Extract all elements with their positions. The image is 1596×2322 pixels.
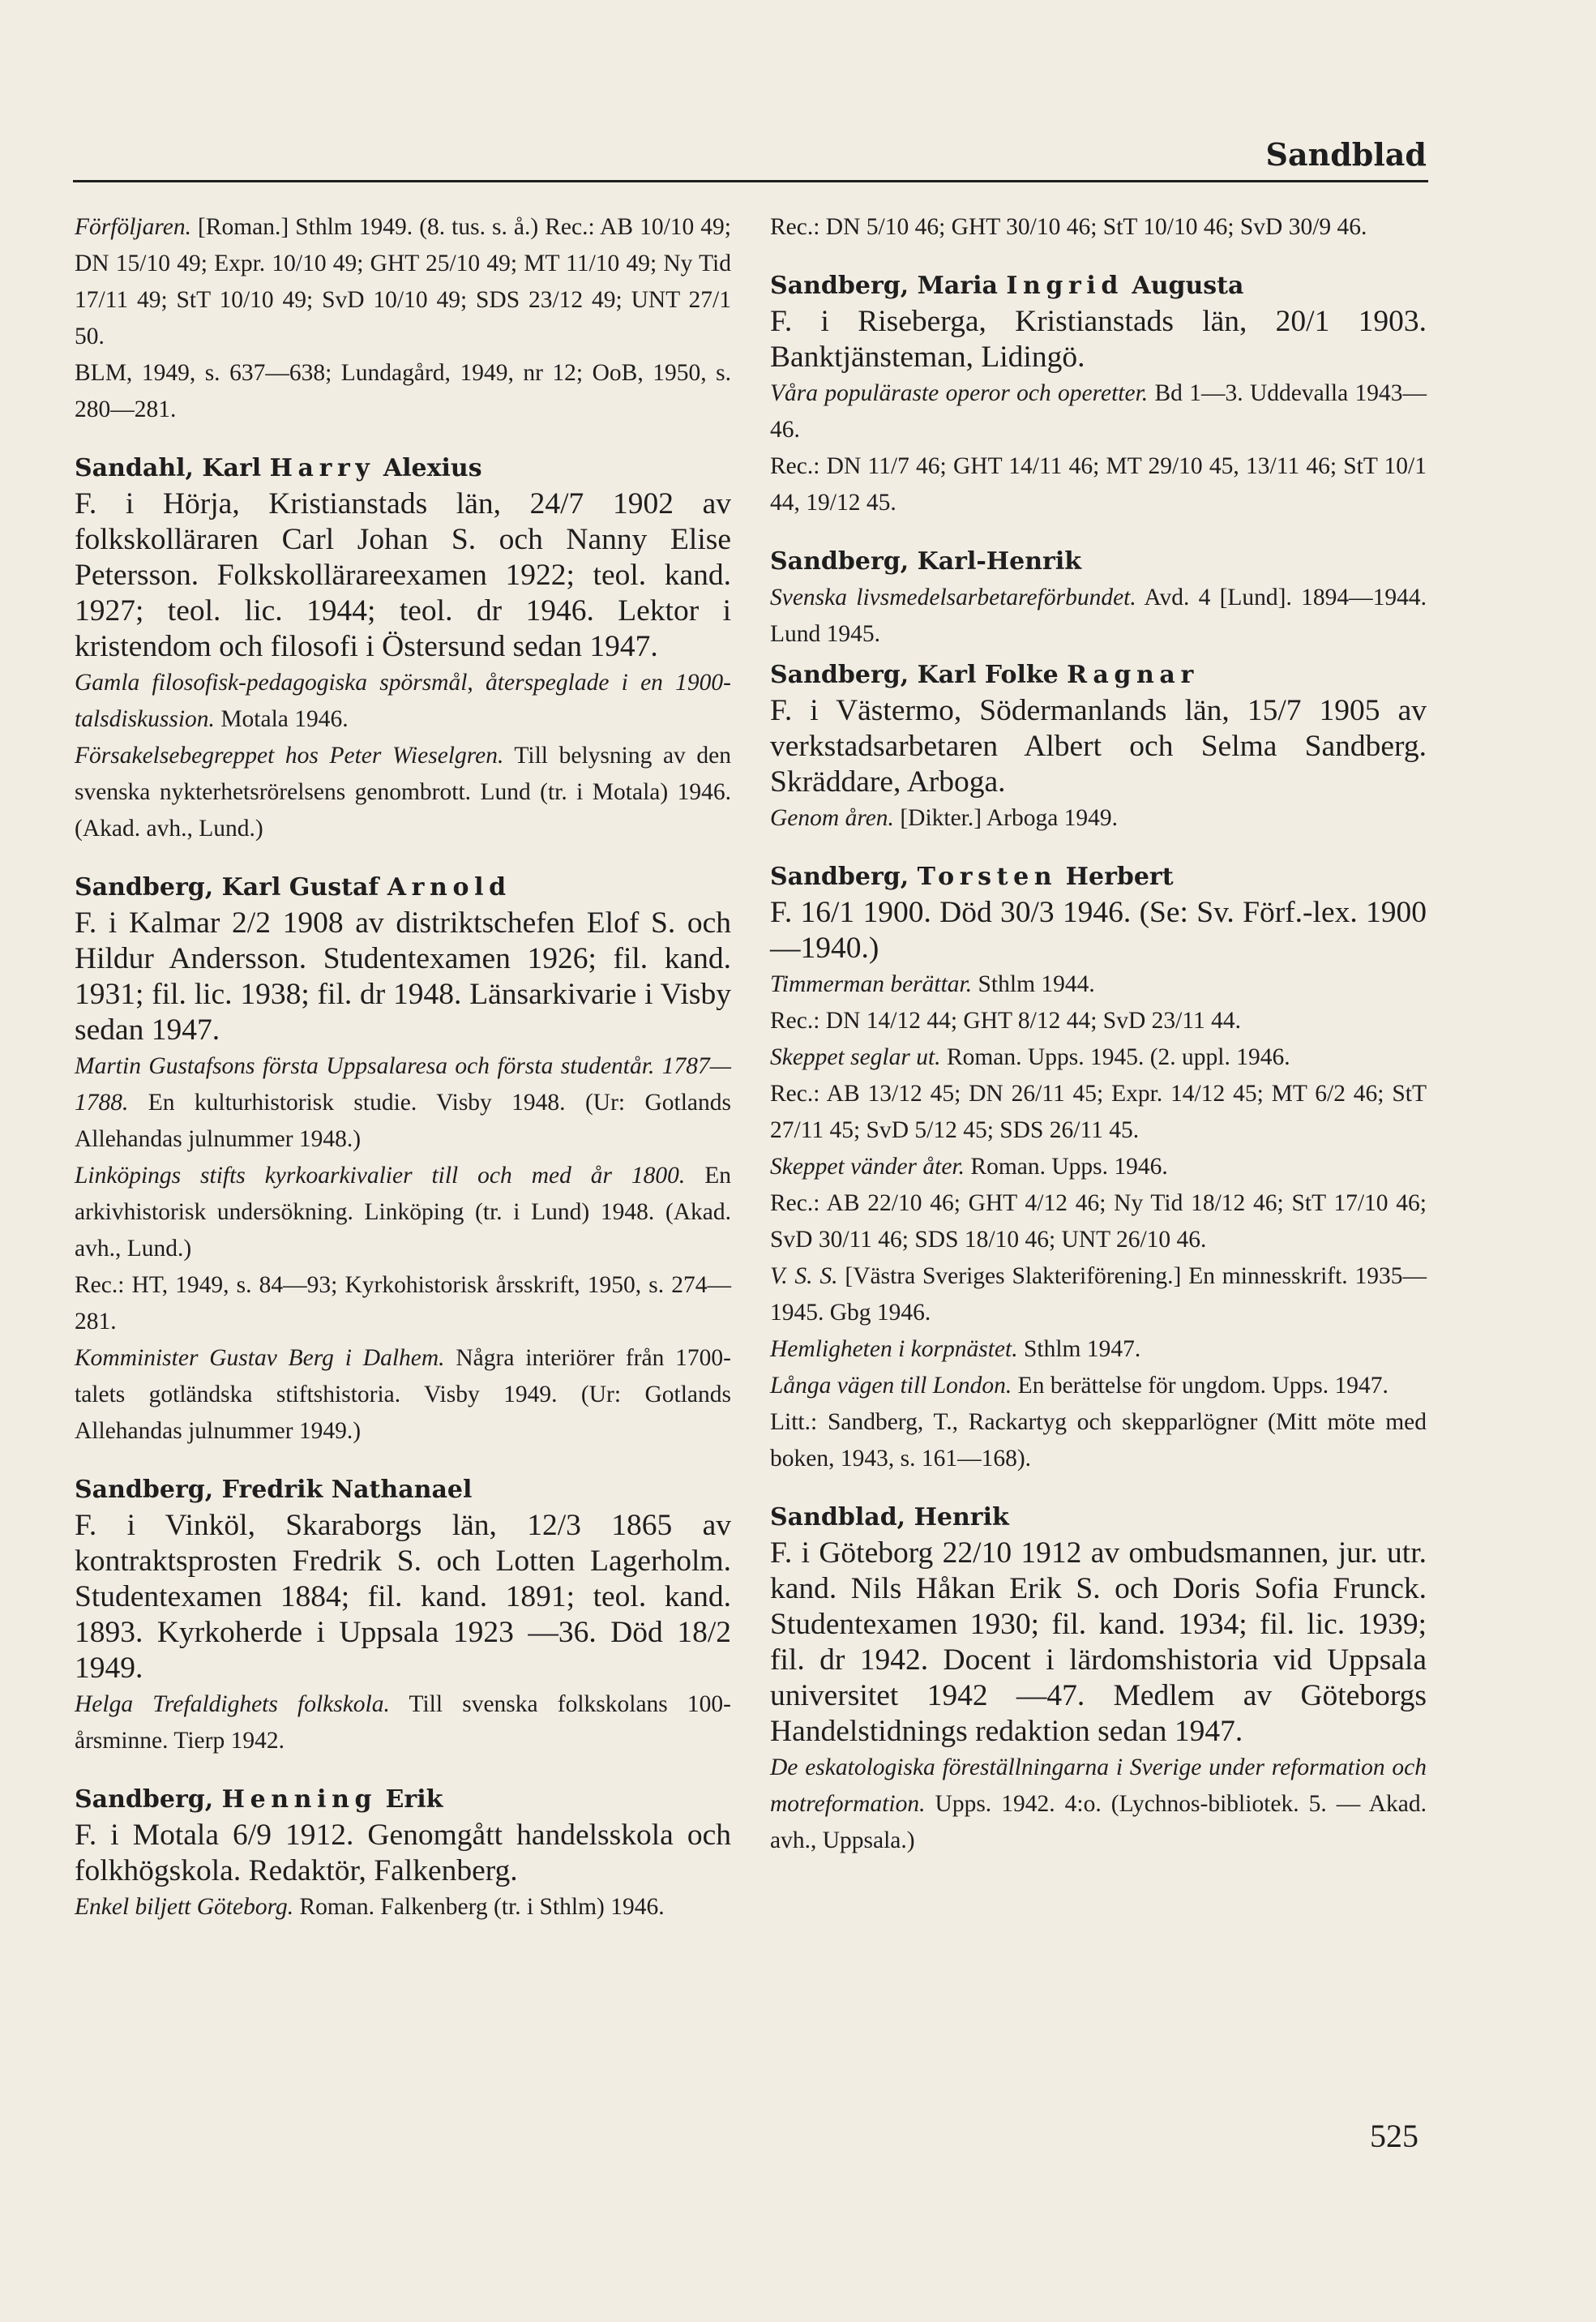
entry (75, 1472, 731, 1759)
work-entry (770, 1404, 1427, 1477)
work-entry (770, 1003, 1427, 1039)
entry (770, 658, 1427, 837)
work-text: En berättelse för ungdom. Upps. 1947. (1012, 1373, 1388, 1399)
author-name-part: Sandblad, Henrik (770, 1503, 1009, 1532)
entry (770, 544, 1427, 653)
work-entry (75, 665, 731, 738)
work-text: Roman. Upps. 1946. (965, 1154, 1168, 1180)
work-entry (770, 1368, 1427, 1404)
work-entry (770, 1149, 1427, 1185)
work-text: En kulturhistorisk studie. Visby 1948. (Ur: Gotlands Allehandas julnummer 1948.) (75, 1090, 731, 1152)
work-text: Roman. Falkenberg (tr. i Sthlm) 1946. (293, 1894, 665, 1920)
author-name (770, 859, 1427, 895)
entry (75, 870, 731, 1450)
work-title: Komminister Gustav Berg i Dalhem. (75, 1345, 445, 1371)
author-name (770, 658, 1427, 693)
author-bio: F. i Kalmar 2/2 1908 av distriktschefen Elof S. och Hildur Andersson. Studentexamen 1926; fil. kand. 1931; fil. lic. 1938; fil. dr 1948. Länsarkivarie i Visby sedan 1947. (75, 906, 731, 1047)
author-name (770, 268, 1427, 304)
author-bio: F. i Motala 6/9 1912. Genomgått handelsskola och folkhögskola. Redaktör, Falkenberg. (75, 1819, 731, 1887)
header-rule (73, 180, 1428, 182)
entry (770, 268, 1427, 521)
work-text: Rec.: HT, 1949, s. 84—93; Kyrkohistorisk årsskrift, 1950, s. 274—281. (75, 1272, 731, 1335)
entry (770, 1500, 1427, 1859)
author-bio: F. i Hörja, Kristianstads län, 24/7 1902 av folkskolläraren Carl Johan S. och Nanny Elise Petersson. Folkskollärareexamen 1922; teol. kand. 1927; teol. lic. 1944; teol. dr 1946. Lektor i kristendom och filosofi i Östersund sedan 1947. (75, 487, 731, 663)
work-text: Motala 1946. (214, 706, 349, 732)
author-bio: F. 16/1 1900. Död 30/3 1946. (Se: Sv. Förf.-lex. 1900—1940.) (770, 896, 1427, 965)
author-name-part: Sandberg, Karl Gustaf (75, 873, 387, 902)
work-title: Genom åren. (770, 805, 894, 831)
work-title: Martin Gustafsons första Uppsalaresa och första studentår. 1787—1788. (75, 1053, 731, 1116)
work-title: V. S. S. (770, 1263, 838, 1289)
author-name-part: Sandberg, Maria (770, 272, 1007, 300)
work-title: Gamla filosofisk-pedagogiska spörsmål, återspeglade i en 1900-talsdiskussion. (75, 670, 731, 732)
work-text: Till svenska folkskolans 100-årsminne. Tierp 1942. (75, 1691, 732, 1754)
work-title: Linköpings stifts kyrkoarkivalier till och med år 1800. (75, 1163, 686, 1189)
author-bio: F. i Vinköl, Skaraborgs län, 12/3 1865 av kontraktsprosten Fredrik S. och Lotten Lagerholm. Studentexamen 1884; fil. kand. 1891; teol. kand. 1893. Kyrkoherde i Uppsala 1923 —36. Död 18/2 1949. (75, 1509, 731, 1685)
work-entry (75, 1889, 731, 1926)
work-entry (770, 375, 1427, 448)
work-text: Rec.: AB 13/12 45; DN 26/11 45; Expr. 14/12 45; MT 6/2 46; StT 27/11 45; SvD 5/12 45; SDS 26/11 45. (770, 1081, 1427, 1143)
work-entry (770, 1039, 1427, 1076)
author-name-part: Alexius (374, 454, 482, 482)
work-entry (770, 1258, 1427, 1331)
work-entry (770, 1185, 1427, 1258)
work-title: Förföljaren. (75, 214, 191, 240)
author-bio: F. i Västermo, Södermanlands län, 15/7 1905 av verkstadsarbetaren Albert och Selma Sandberg. Skräddare, Arboga. (770, 694, 1427, 799)
work-entry (770, 580, 1427, 653)
work-text: Roman. Upps. 1945. (2. uppl. 1946. (940, 1044, 1290, 1070)
work-text: [Västra Sveriges Slakteriförening.] En minnesskrift. 1935—1945. Gbg 1946. (770, 1263, 1427, 1326)
work-text: Sthlm 1944. (972, 971, 1095, 997)
left-column (75, 209, 731, 1926)
work-entry (75, 1158, 731, 1267)
work-title: Skeppet seglar ut. (770, 1044, 941, 1070)
work-title: Våra populäraste operor och operetter. (770, 380, 1149, 406)
work-entry (770, 1076, 1427, 1149)
work-text: Upps. 1942. 4:o. (Lychnos-bibliotek. 5. — Akad. avh., Uppsala.) (770, 1791, 1427, 1853)
author-name (770, 1500, 1427, 1536)
work-entry (770, 448, 1427, 521)
work-title: Långa vägen till London. (770, 1373, 1012, 1399)
work-text: Avd. 4 [Lund]. 1894—1944. Lund 1945. (770, 585, 1427, 647)
author-bio: F. i Riseberga, Kristianstads län, 20/1 1903. Banktjänsteman, Lidingö. (770, 305, 1427, 374)
work-title: Helga Trefaldighets folkskola. (75, 1691, 390, 1717)
author-name-part: Erik (377, 1785, 443, 1814)
author-name (770, 544, 1427, 580)
entry (770, 209, 1427, 246)
work-title: Enkel biljett Göteborg. (75, 1894, 294, 1920)
author-name-spaced: Ingrid (1006, 272, 1123, 300)
author-name (75, 870, 731, 906)
review-references: BLM, 1949, s. 637—638; Lundagård, 1949, nr 12; OoB, 1950, s. 280—281. (75, 360, 731, 422)
work-entry (770, 1331, 1427, 1368)
work-title: Timmerman berättar. (770, 971, 973, 997)
work-entry (770, 800, 1427, 837)
work-entry (75, 1686, 731, 1759)
work-text: Rec.: DN 14/12 44; GHT 8/12 44; SvD 23/11 44. (770, 1008, 1241, 1034)
entry (75, 451, 731, 847)
work-title: Hemligheten i korpnästet. (770, 1336, 1018, 1362)
work-entry (75, 738, 731, 847)
entry-text (75, 209, 731, 355)
author-name-part: Sandberg, Karl Folke (770, 661, 1068, 689)
author-name-part: Sandberg, Fredrik Nathanael (75, 1476, 473, 1504)
author-name (75, 1472, 731, 1508)
author-name-spaced: Torsten (917, 863, 1058, 891)
work-text: Några interiörer från 1700-talets gotländska stiftshistoria. Visby 1949. (Ur: Gotlands Allehandas julnummer 1949.) (75, 1345, 731, 1444)
work-text: [Dikter.] Arboga 1949. (893, 805, 1119, 831)
author-name-spaced: Arnold (387, 873, 511, 902)
work-text: Rec.: AB 22/10 46; GHT 4/12 46; Ny Tid 18/12 46; StT 17/10 46; SvD 30/11 46; SDS 18/10 46; UNT 26/10 46. (770, 1190, 1427, 1253)
author-name-spaced: Henning (221, 1785, 378, 1814)
author-bio: F. i Göteborg 22/10 1912 av ombudsmannen, jur. utr. kand. Nils Håkan Erik S. och Doris Sofia Frunck. Studentexamen 1930; fil. kand. 1934; fil. lic. 1939; fil. dr 1942. Docent i lärdomshistoria vid Uppsala universitet 1942 —47. Medlem av Göteborgs Handelstidnings redaktion sedan 1947. (770, 1536, 1427, 1748)
work-text: En arkivhistorisk undersökning. Linköping (tr. i Lund) 1948. (Akad. avh., Lund.) (75, 1163, 731, 1262)
work-text: Litt.: Sandberg, T., Rackartyg och skepparlögner (Mitt möte med boken, 1943, s. 161—168). (770, 1409, 1427, 1472)
work-title: Skeppet vänder åter. (770, 1154, 965, 1180)
work-title: Svenska livsmedelsarbetareförbundet. (770, 585, 1136, 610)
work-entry (770, 966, 1427, 1003)
author-name-part: Sandberg, Karl-Henrik (770, 547, 1082, 576)
author-name-spaced: Harry (269, 454, 375, 482)
work-entry (75, 1048, 731, 1158)
right-column (770, 209, 1427, 1859)
author-name-part: Sandahl, Karl (75, 454, 270, 482)
work-entry (75, 1340, 731, 1450)
work-title: De eskatologiska föreställningarna i Sverige under reformation och motreformation. (770, 1754, 1427, 1817)
work-entry (770, 1750, 1427, 1859)
work-title: Försakelsebegreppet hos Peter Wieselgren. (75, 743, 504, 769)
work-text: Rec.: DN 5/10 46; GHT 30/10 46; StT 10/10 46; SvD 30/9 46. (770, 214, 1367, 240)
author-name (75, 451, 731, 486)
page-number: 525 (1370, 2118, 1418, 2154)
author-name-part: Sandberg, (770, 863, 918, 891)
work-text: Bd 1—3. Uddevalla 1943—46. (770, 380, 1427, 443)
entry (75, 209, 731, 428)
entry-text (770, 209, 1427, 246)
entry (770, 859, 1427, 1477)
work-text: Rec.: DN 11/7 46; GHT 14/11 46; MT 29/10 45, 13/11 46; StT 10/1 44, 19/12 45. (770, 453, 1427, 516)
author-name-part: Herbert (1057, 863, 1174, 891)
author-name-part: Sandberg, (75, 1785, 222, 1814)
work-text: Sthlm 1947. (1017, 1336, 1141, 1362)
work-text: Till belysning av den svenska nykterhetsrörelsens genombrott. Lund (tr. i Motala) 1946. (Akad. avh., Lund.) (75, 743, 731, 842)
author-name-spaced: Ragnar (1067, 661, 1199, 689)
author-name (75, 1782, 731, 1818)
work-entry (75, 1267, 731, 1340)
entry (75, 1782, 731, 1926)
author-name-part: Augusta (1123, 272, 1244, 300)
work-text: [Roman.] Sthlm 1949. (8. tus. s. å.) Rec.: AB 10/10 49; DN 15/10 49; Expr. 10/10 49; GHT 25/10 49; MT 11/10 49; Ny Tid 17/11 49; StT 10/10 49; SvD 10/10 49; SDS 23/12 49; UNT 27/1 50. (75, 214, 731, 349)
running-head: Sandblad (1265, 136, 1427, 173)
